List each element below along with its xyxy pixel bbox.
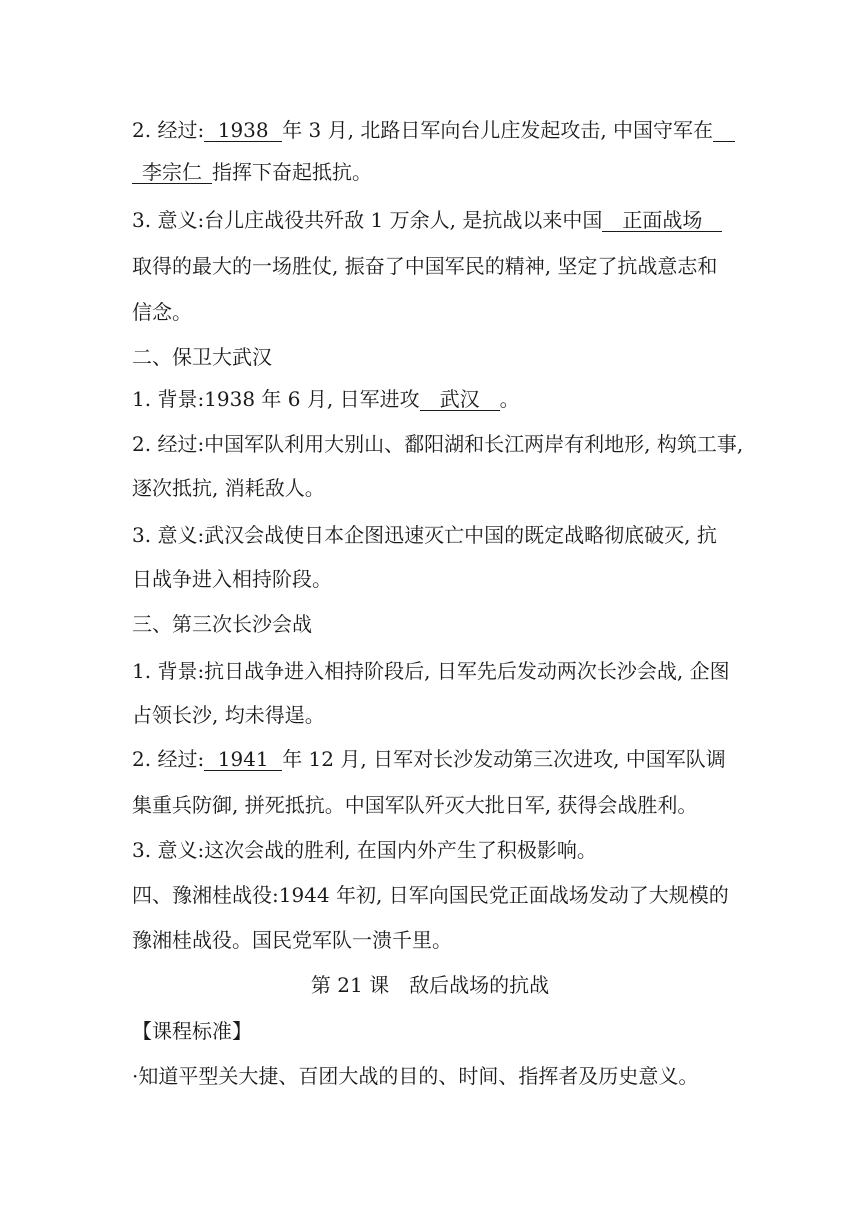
paragraph-line: 占领长沙, 均未得逞。 <box>132 703 325 727</box>
section-heading: 三、第三次长沙会战 <box>132 612 312 636</box>
paragraph-line: 2. 经过:中国军队利用大别山、鄱阳湖和长江两岸有利地形, 构筑工事, <box>132 432 744 456</box>
paragraph-line: 3. 意义:这次会战的胜利, 在国内外产生了积极影响。 <box>132 838 597 862</box>
line-text: 2. 经过: <box>132 118 205 142</box>
section-heading: 四、豫湘桂战役:1944 年初, 日军向国民党正面战场发动了大规模的 <box>132 883 729 907</box>
line-text: 指挥下奋起抵抗。 <box>212 160 372 184</box>
paragraph-line: 1. 背景:抗日战争进入相持阶段后, 日军先后发动两次长沙会战, 企图 <box>132 659 730 683</box>
paragraph-line <box>132 116 735 144</box>
lesson-title: 第 21 课 敌后战场的抗战 <box>310 973 550 997</box>
paragraph-line: 取得的最大的一场胜仗, 振奋了中国军民的精神, 坚定了抗战意志和 <box>132 254 718 278</box>
fill-in-answer: 1938 <box>204 119 282 142</box>
fill-in-answer: 武汉 <box>420 388 500 411</box>
paragraph-line: 豫湘桂战役。国民党军队一溃千里。 <box>132 928 452 952</box>
paragraph-line <box>132 158 372 186</box>
section-heading: 二、保卫大武汉 <box>132 345 272 369</box>
line-text: 年 3 月, 北路日军向台儿庄发起攻击, 中国守军在 <box>282 118 714 142</box>
curriculum-standard-heading: 【课程标准】 <box>132 1019 252 1043</box>
line-text: 年 12 月, 日军对长沙发动第三次进攻, 中国军队调 <box>282 747 726 771</box>
paragraph-line: 逐次抵抗, 消耗敌人。 <box>132 476 325 500</box>
paragraph-line <box>132 385 520 413</box>
fill-in-answer: 正面战场 <box>602 209 722 232</box>
blank-underline <box>713 119 735 142</box>
paragraph-line: 3. 意义:武汉会战使日本企图迅速灭亡中国的既定战略彻底破灭, 抗 <box>132 523 717 547</box>
paragraph-line <box>132 745 726 773</box>
curriculum-standard-item: ·知道平型关大捷、百团大战的目的、时间、指挥者及历史意义。 <box>132 1064 699 1088</box>
fill-in-answer: 1941 <box>204 748 282 771</box>
paragraph-line: 日战争进入相持阶段。 <box>132 567 332 591</box>
paragraph-line: 集重兵防御, 拼死抵抗。中国军队歼灭大批日军, 获得会战胜利。 <box>132 793 698 817</box>
line-text: 。 <box>499 387 520 411</box>
paragraph-line <box>132 206 722 234</box>
line-text: 2. 经过: <box>132 747 205 771</box>
line-text: 1. 背景:1938 年 6 月, 日军进攻 <box>132 387 420 411</box>
paragraph-line: 信念。 <box>132 300 192 324</box>
fill-in-answer: 李宗仁 <box>132 161 212 184</box>
line-text: 3. 意义:台儿庄战役共歼敌 1 万余人, 是抗战以来中国 <box>132 208 603 232</box>
